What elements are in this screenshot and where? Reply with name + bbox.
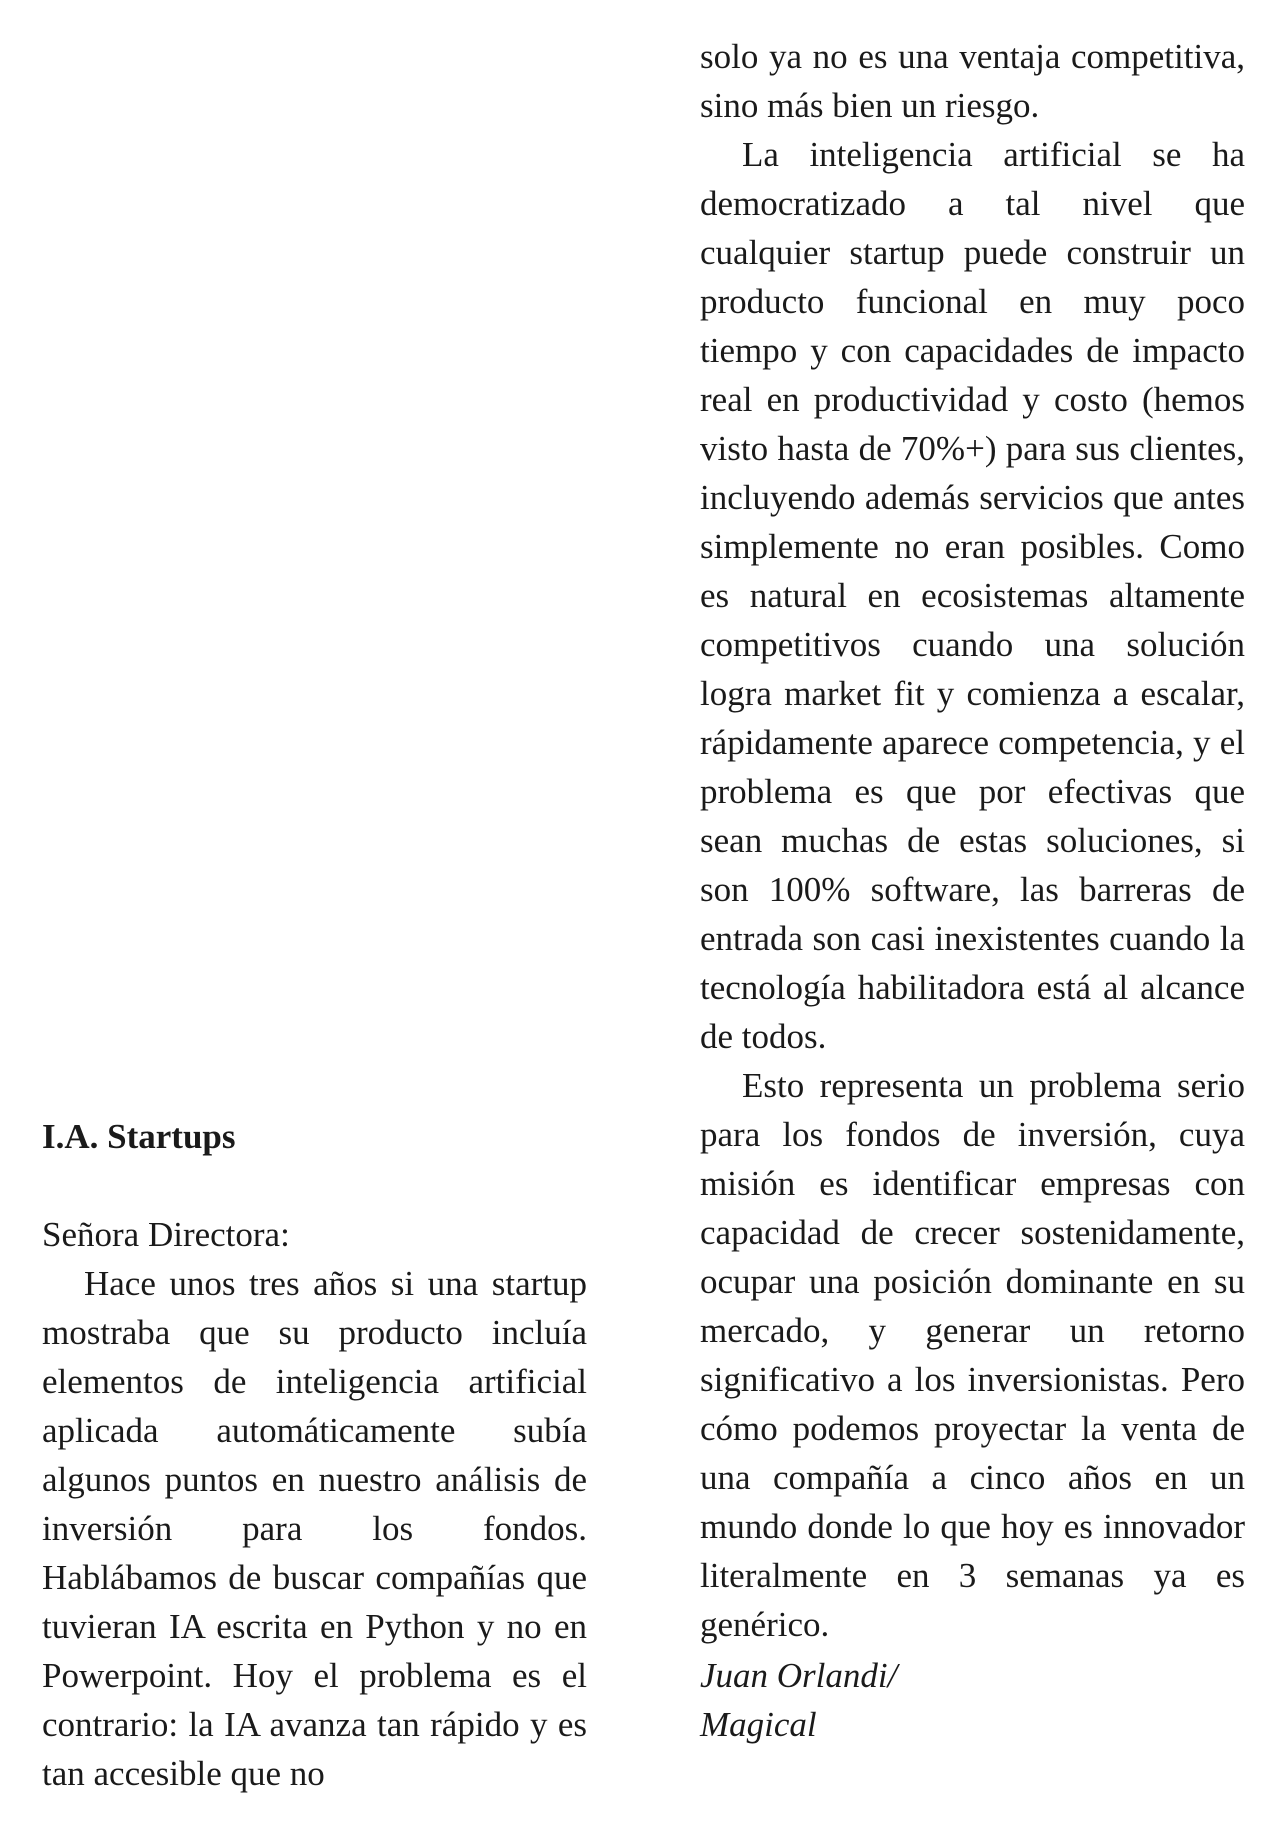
signature-company: Magical (700, 1705, 817, 1744)
paragraph-1-left-part: Hace unos tres años si una startup mostraba que su producto incluía elementos de inteligencia artificial aplicada automáticamente subía algunos puntos en nuestro análisis de inversión para los fondos. Hablábamos de buscar compañías que tuvieran IA escrita en Python y no en Powerpoint. Hoy el problema es el contrario: la IA avanza tan rápido y es tan accesible que no (42, 1264, 587, 1793)
right-column-body (700, 32, 1245, 1649)
paragraph-2: La inteligencia artificial se ha democratizado a tal nivel que cualquier startup puede construir un producto funcional en muy poco tiempo y con capacidades de impacto real en productividad y costo (hemos visto hasta de 70%+) para sus clientes, incluyendo además servicios que antes simplemente no eran posibles. Como es natural en ecosistemas altamente competitivos cuando una solución logra market fit y comienza a escalar, rápidamente aparece competencia, y el problema es que por efectivas que sean muchas de estas soluciones, si son 100% software, las barreras de entrada son casi inexistentes cuando la tecnología habilitadora está al alcance de todos. (700, 135, 1245, 1056)
letter-signature (700, 1651, 897, 1749)
paragraph-3: Esto representa un problema serio para los fondos de inversión, cuya misión es identificar empresas con capacidad de crecer sostenidamente, ocupar una posición dominante en su mercado, y generar un retorno significativo a los inversionistas. Pero cómo podemos proyectar la venta de una compañía a cinco años en un mundo donde lo que hoy es innovador literalmente en 3 semanas ya es genérico. (700, 1066, 1245, 1644)
left-column-body (42, 1259, 587, 1798)
paragraph-1-right-part: solo ya no es una ventaja competitiva, sino más bien un riesgo. (700, 37, 1245, 125)
letter-headline: I.A. Startups (42, 1117, 236, 1156)
signature-author: Juan Orlandi/ (700, 1656, 898, 1695)
letter-salutation: Señora Directora: (42, 1215, 290, 1254)
